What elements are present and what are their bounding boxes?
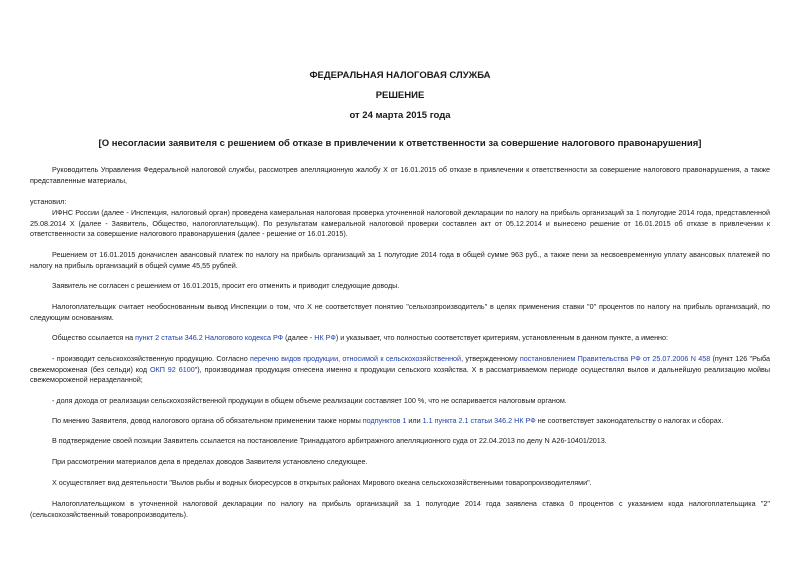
paragraph-court-reference: В подтверждение своей позиции Заявитель ссылается на постановление Тринадцатого арбитражного апелляционного суда от 22.04.2013 по делу N А26-10401/2013. [52, 436, 607, 445]
link-nk-article-346-2-p2-1[interactable]: 1.1 пункта 2.1 статьи 346.2 НК РФ [422, 416, 536, 425]
text-fragment: не соответствует законодательству о налогах и сборах. [535, 416, 724, 425]
paragraph-established: установил: [30, 197, 67, 206]
paragraph-reference [30, 333, 770, 344]
paragraph-declaration: Налогоплательщиком в уточненной налоговой декларации по налогу на прибыль организаций за 1 полугодие 2014 года заявлена ставка 0 процентов с указанием кода налогоплательщика "2" (сельскохозяйственный товаропроизводитель). [30, 499, 770, 519]
paragraph-activity: X осуществляет вид деятельности "Вылов рыбы и водных биоресурсов в открытых районах Мирового океана сельскохозяйственными товаропроизводителями". [52, 478, 592, 487]
doc-date: от 24 марта 2015 года [349, 110, 451, 121]
paragraph-audit: ИФНС России (далее - Инспекция, налоговый орган) проведена камеральная налоговая проверка уточненной налоговой декларации по налогу на прибыль организаций за 1 полугодие 2014 года, представленной 25.08.2014 X (далее - Заявитель, Общество, налогоплательщик). По результатам камеральной налоговой проверки составлен акт от 05.12.2014 и вынесено решение от 16.01.2015 об отказе в привлечении к ответственности за совершение налогового правонарушения (далее - решение от 16.01.2015). [30, 208, 770, 238]
doc-subject: [О несогласии заявителя с решением об отказе в привлечении к ответственности за совершение налогового правонарушения] [98, 138, 702, 149]
text-fragment: (пункт 126 "Рыба свежемороженая (без сельди) код [30, 354, 770, 374]
paragraph-review: При рассмотрении материалов дела в пределах доводов Заявителя установлено следующее. [52, 457, 368, 466]
paragraph-intro: Руководитель Управления Федеральной налоговой службы, рассмотрев апелляционную жалобу X от 16.01.2015 об отказе в привлечении к ответственности за совершение налогового правонарушения, а также представленные материалы, [30, 165, 770, 185]
doc-type-title: РЕШЕНИЕ [375, 90, 425, 101]
link-subparagraphs-1[interactable]: подпунктов 1 [362, 416, 407, 425]
paragraph-taxpayer-opinion: Налогоплательщик считает необоснованным вывод Инспекции о том, что X не соответствует понятию "сельхозпроизводитель" в целях применения ставки "0" процентов по налогу на прибыль организаций, по следующим основаниям. [30, 302, 770, 322]
paragraph-income-share: - доля дохода от реализации сельскохозяйственной продукции в общем объеме реализации составляет 100 %, что не оспаривается налоговым органом. [52, 396, 567, 405]
paragraph-decision: Решением от 16.01.2015 доначислен авансовый платеж по налогу на прибыль организаций за 1 полугодие 2014 года в общей сумме 963 руб., а также пени за несвоевременную уплату авансовых платежей по налогу на прибыль организаций в общей сумме 45,55 рублей. [30, 250, 770, 270]
link-nk-rf[interactable]: НК РФ [314, 333, 336, 342]
text-fragment: "), производимая продукция отнесена именно к продукции сельского хозяйства. X в рассматриваемом периоде осуществлял вылов и дальнейшую реализацию мойвы свежемороженой неразделанной; [30, 364, 770, 384]
text-fragment: (далее - [283, 333, 315, 342]
link-government-decree[interactable]: постановлением Правительства РФ от 25.07.2006 N 458 [519, 354, 711, 363]
text-fragment: ) и указывает, что полностью соответствует критериям, установленным в данном пункте, а именно: [335, 333, 669, 342]
text-fragment: Общество ссылается на [52, 333, 136, 342]
org-title: ФЕДЕРАЛЬНАЯ НАЛОГОВАЯ СЛУЖБА [309, 70, 491, 81]
paragraph-disagree: Заявитель не согласен с решением от 16.01.2015, просит его отменить и приводит следующие доводы. [52, 281, 400, 290]
text-fragment: - производит сельскохозяйственную продукцию. Согласно [52, 354, 251, 363]
text-fragment: или [406, 416, 423, 425]
paragraph-production [30, 354, 770, 386]
paragraph-applicant-opinion [30, 416, 770, 427]
link-okp-code[interactable]: ОКП 92 6100 [149, 364, 195, 374]
text-fragment: , утвержденному [461, 354, 520, 363]
text-fragment: По мнению Заявителя, довод налогового органа об обязательном применении также нормы [52, 416, 363, 425]
link-nk-article-346-2[interactable]: пункт 2 статьи 346.2 Налогового кодекса РФ [135, 333, 284, 342]
link-product-list[interactable]: перечню видов продукции, относимой к сельскохозяйственной [250, 354, 462, 363]
